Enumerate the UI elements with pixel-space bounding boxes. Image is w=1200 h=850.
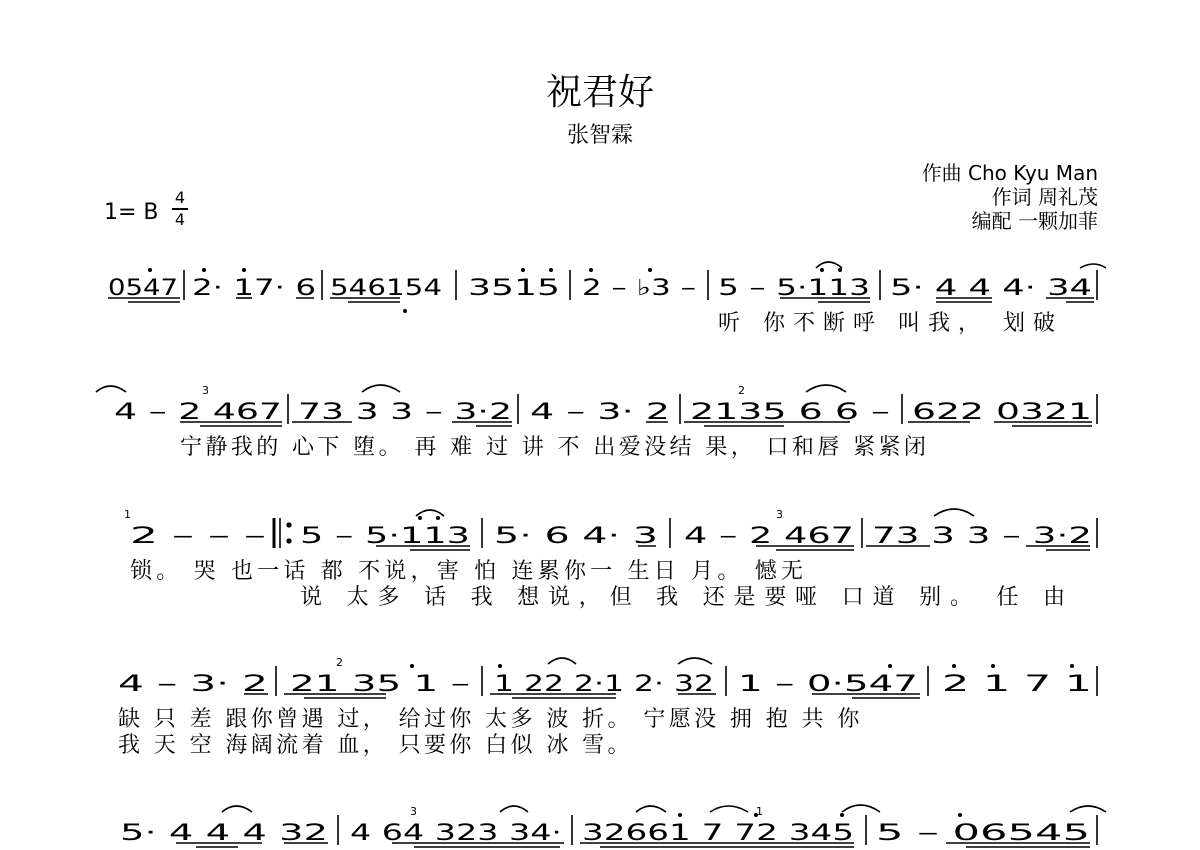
time-signature-top: 4	[174, 188, 186, 207]
lyrics-line-2: 宁静我的 心下 堕。 再 难 过 讲 不 出爱没结 果， 口和唇 紧紧闭	[180, 435, 930, 460]
svg-text:3: 3	[410, 805, 417, 818]
svg-text:622 0321: 622 0321	[912, 400, 1092, 425]
svg-text:2: 2	[738, 384, 745, 397]
credit-arranger: 编配 一颗加菲	[971, 209, 1098, 233]
svg-text:73 3 3 – 3·2: 73 3 3 – 3·2	[298, 400, 512, 425]
svg-text:1: 1	[124, 508, 131, 521]
credit-composer: 作曲 Cho Kyu Man	[921, 161, 1098, 185]
svg-text:4 – 3· 2: 4 – 3· 2	[530, 400, 670, 425]
lyrics-line-4a: 缺 只 差 跟你曾遇 过， 给过你 太多 波 折。 宁愿没 拥 抱 共 你	[118, 707, 863, 732]
svg-text:73 3 3 – 3·2: 73 3 3 – 3·2	[872, 524, 1092, 549]
lyrics-line-4b: 我 天 空 海阔流着 血， 只要你 白似 冰 雪。	[118, 733, 633, 758]
svg-text:5 – 06545: 5 – 06545	[876, 821, 1090, 846]
svg-text:4 – 3· 2: 4 – 3· 2	[118, 672, 268, 697]
svg-text:5 – 5·113: 5 – 5·113	[300, 524, 470, 549]
lyrics-line-3b: 说 太多 话 我 想说，但 我 还是要哑 口道 别。 任 由	[300, 585, 1074, 610]
svg-text:5 – 5·113: 5 – 5·113	[718, 276, 870, 301]
svg-text:5· 4 4 4· 34: 5· 4 4 4· 34	[890, 276, 1092, 301]
svg-text:2135 6 6 –: 2135 6 6 –	[690, 400, 890, 425]
svg-text:21 35 1 –: 21 35 1 –	[290, 672, 470, 697]
svg-text:2 – – –: 2 – – –	[130, 524, 266, 549]
svg-text:4 64 323 34·: 4 64 323 34·	[350, 821, 562, 846]
svg-text:4 – 2 467: 4 – 2 467	[114, 400, 282, 425]
svg-text:0547: 0547	[108, 276, 178, 301]
svg-text:32661 7 72 345: 32661 7 72 345	[582, 821, 854, 846]
svg-text:2 – ♭3 –: 2 – ♭3 –	[582, 276, 696, 301]
svg-text:546154: 546154	[330, 276, 442, 301]
time-signature-bottom: 4	[174, 209, 186, 229]
svg-text:2 1 7 1: 2 1 7 1	[942, 672, 1092, 697]
song-artist: 张智霖	[566, 123, 633, 148]
svg-text:1 22 2·1 2· 32: 1 22 2·1 2· 32	[494, 672, 714, 697]
svg-text:3: 3	[202, 384, 209, 397]
key-signature: 1= B	[104, 200, 159, 225]
svg-text:3: 3	[776, 508, 783, 521]
svg-text:3515: 3515	[468, 276, 560, 301]
lyrics-line-3a: 锁。 哭 也一话 都 不说，害 怕 连累你一 生日 月。 憾无	[130, 559, 808, 584]
credit-lyricist: 作词 周礼茂	[991, 185, 1098, 209]
svg-text:5· 6 4· 3: 5· 6 4· 3	[494, 524, 658, 549]
svg-text:4 – 2 467: 4 – 2 467	[684, 524, 854, 549]
svg-text:5· 4 4 4 32: 5· 4 4 4 32	[120, 821, 328, 846]
lyrics-line-1: 听 你不断呼 叫我， 划破	[718, 311, 1063, 336]
song-title: 祝君好	[545, 72, 654, 113]
svg-text:2· 17· 6: 2· 17· 6	[192, 276, 316, 301]
svg-text:1: 1	[756, 805, 763, 818]
svg-text:1 – 0·547: 1 – 0·547	[738, 672, 918, 697]
svg-text:2: 2	[336, 656, 343, 669]
